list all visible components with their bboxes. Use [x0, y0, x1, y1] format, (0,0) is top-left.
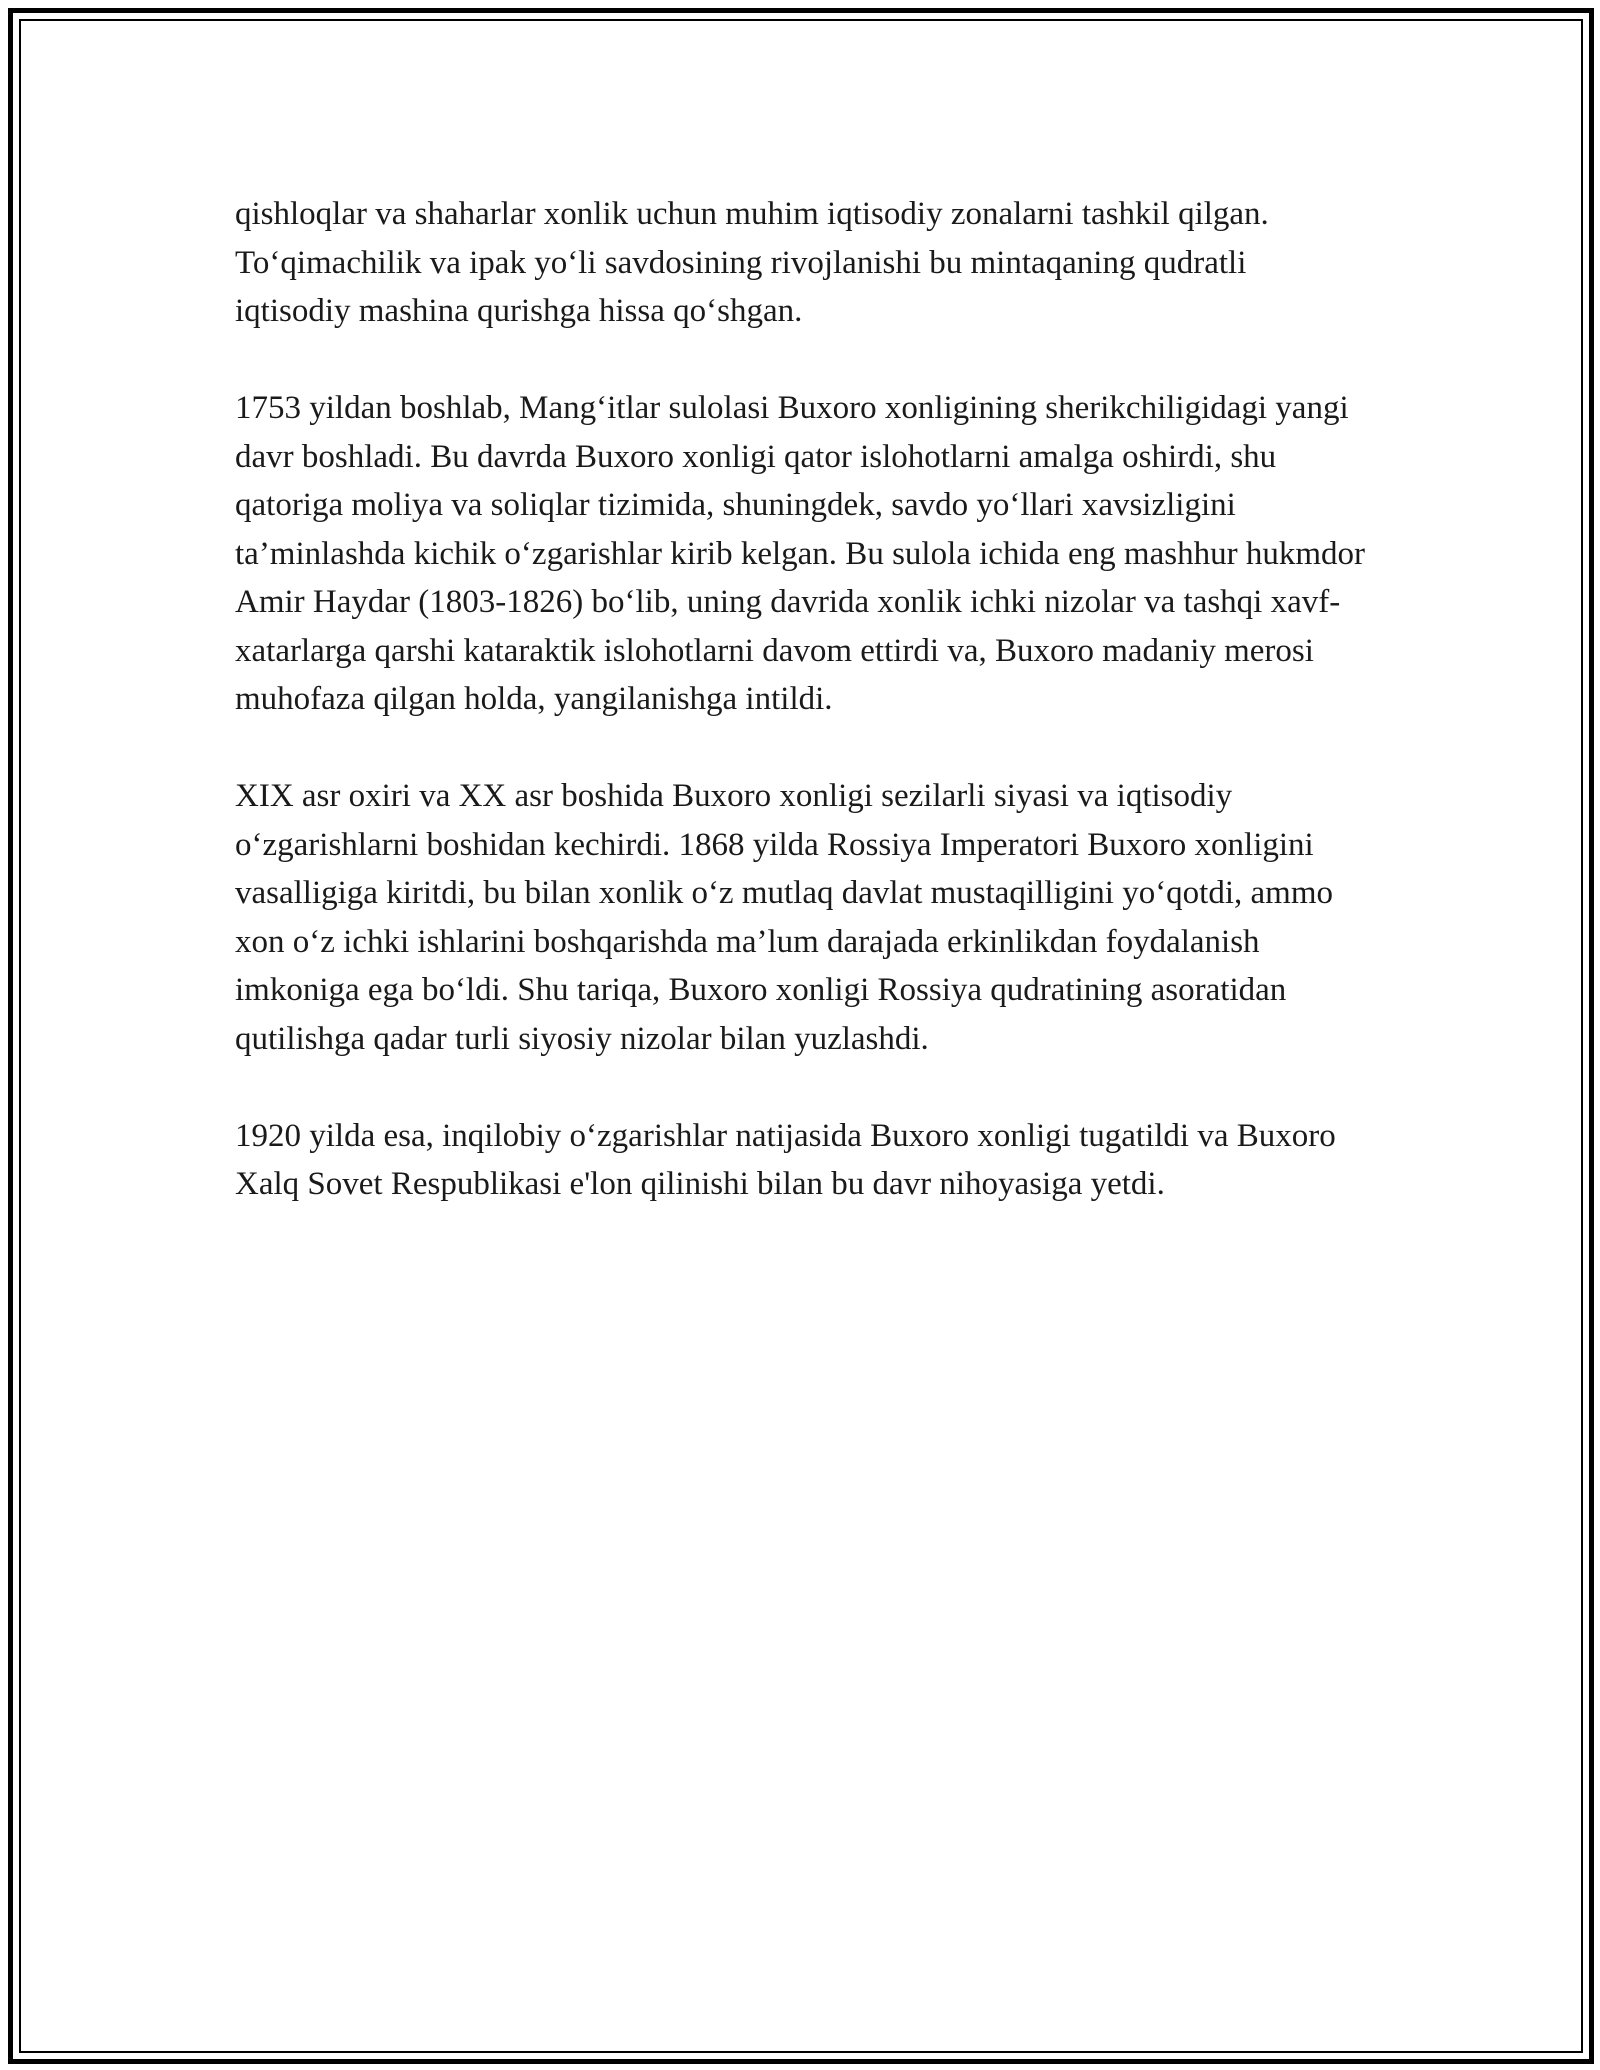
document-body	[235, 190, 1365, 1257]
paragraph-3: XIX asr oxiri va XX asr boshida Buxoro xonligi sezilarli siyasi va iqtisodiy o‘zgarishlarni boshidan kechirdi. 1868 yilda Rossiya Imperatori Buxoro xonligini vasalligiga kiritdi, bu bilan xonlik o‘z mutlaq davlat mustaqilligini yo‘qotdi, ammo xon o‘z ichki ishlarini boshqarishda ma’lum darajada erkinlikdan foydalanish imkoniga ega bo‘ldi. Shu tariqa, Buxoro xonligi Rossiya qudratining asoratidan qutilishga qadar turli siyosiy nizolar bilan yuzlashdi.	[235, 778, 1334, 1057]
paragraph-2: 1753 yildan boshlab, Mang‘itlar sulolasi Buxoro xonligining sherikchiligidagi yangi davr boshladi. Bu davrda Buxoro xonligi qator islohotlarni amalga oshirdi, shu qatoriga moliya va soliqlar tizimida, shuningdek, savdo yo‘llari xavsizligini ta’minlashda kichik o‘zgarishlar kirib kelgan. Bu sulola ichida eng mashhur hukmdor Amir Haydar (1803-1826) bo‘lib, uning davrida xonlik ichki nizolar va tashqi xavf-xatarlarga qarshi kataraktik islohotlarni davom ettirdi va, Buxoro madaniy merosi muhofaza qilgan holda, yangilanishga intildi.	[235, 390, 1365, 717]
paragraph-1: qishloqlar va shaharlar xonlik uchun muhim iqtisodiy zonalarni tashkil qilgan. To‘qimachilik va ipak yo‘li savdosining rivojlanishi bu mintaqaning qudratli iqtisodiy mashina qurishga hissa qo‘shgan.	[235, 196, 1269, 329]
paragraph-4: 1920 yilda esa, inqilobiy o‘zgarishlar natijasida Buxoro xonligi tugatildi va Buxoro Xalq Sovet Respublikasi e'lon qilinishi bilan bu davr nihoyasiga yetdi.	[235, 1117, 1336, 1202]
